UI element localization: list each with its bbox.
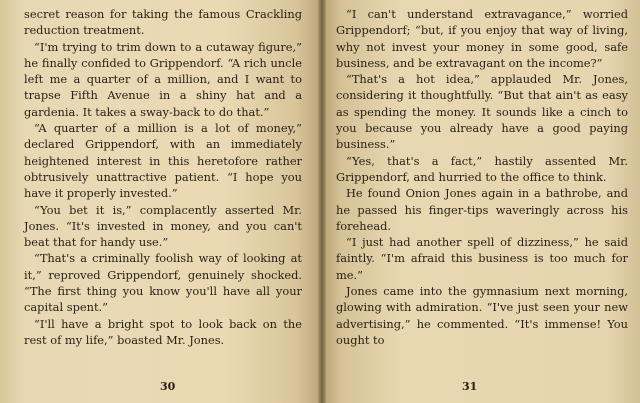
paragraph: “That's a criminally foolish way of looking at it,” reproved Grippendorf, genuinely shocked. “The first thing you know you'll have all your capital spent.” [24,251,302,315]
right-page [322,0,640,403]
page-number-left: 30 [160,380,176,393]
paragraph: He found Onion Jones again in a bathrobe, and he passed his finger-tips waveringly across his forehead. [336,186,628,233]
paragraph: “I just had another spell of dizziness,” he said faintly. “I'm afraid this business is too much for me.” [336,235,628,282]
paragraph: “You bet it is,” complacently asserted Mr. Jones. “It's invested in money, and you can't beat that for handy use.” [24,202,302,250]
paragraph: “That's a hot idea,” applauded Mr. Jones, considering it thoughtfully. “But that ain't as easy as spending the money. It sounds like a cinch to you because you already have a good paying business.” [336,72,628,152]
paragraph: secret reason for taking the famous Crackling reduction treatment. [24,7,302,38]
right-page-text [336,6,628,348]
left-page-text [24,6,302,348]
paragraph: “I'll have a bright spot to look back on the rest of my life,” boasted Mr. Jones. [24,316,302,347]
paragraph: “I'm trying to trim down to a cutaway figure,” he finally confided to Grippendorf. “A rich uncle left me a quarter of a million, and I want to trapse Fifth Avenue in a shiny hat and a gardenia. It takes a sway-back to do that.” [24,39,302,119]
book-gutter [318,0,326,403]
page-number-right: 31 [462,380,478,393]
paragraph: “A quarter of a million is a lot of money,” declared Grippendorf, with an immediately heightened interest in this heretofore rather obtrusively unattractive patient. “I hope you have it properly invested.” [24,121,302,201]
paragraph: “I can't understand extravagance,” worried Grippendorf; “but, if you enjoy that way of living, why not invest your money in some good, safe business, and be extravagant on the income?” [336,7,628,70]
paragraph: Jones came into the gymnasium next morning, glowing with admiration. “I've just seen your new advertising,” he commented. “It's immense! You ought to [336,284,628,347]
paragraph: “Yes, that's a fact,” hastily assented Mr. Grippendorf, and hurried to the office to think. [336,153,628,184]
